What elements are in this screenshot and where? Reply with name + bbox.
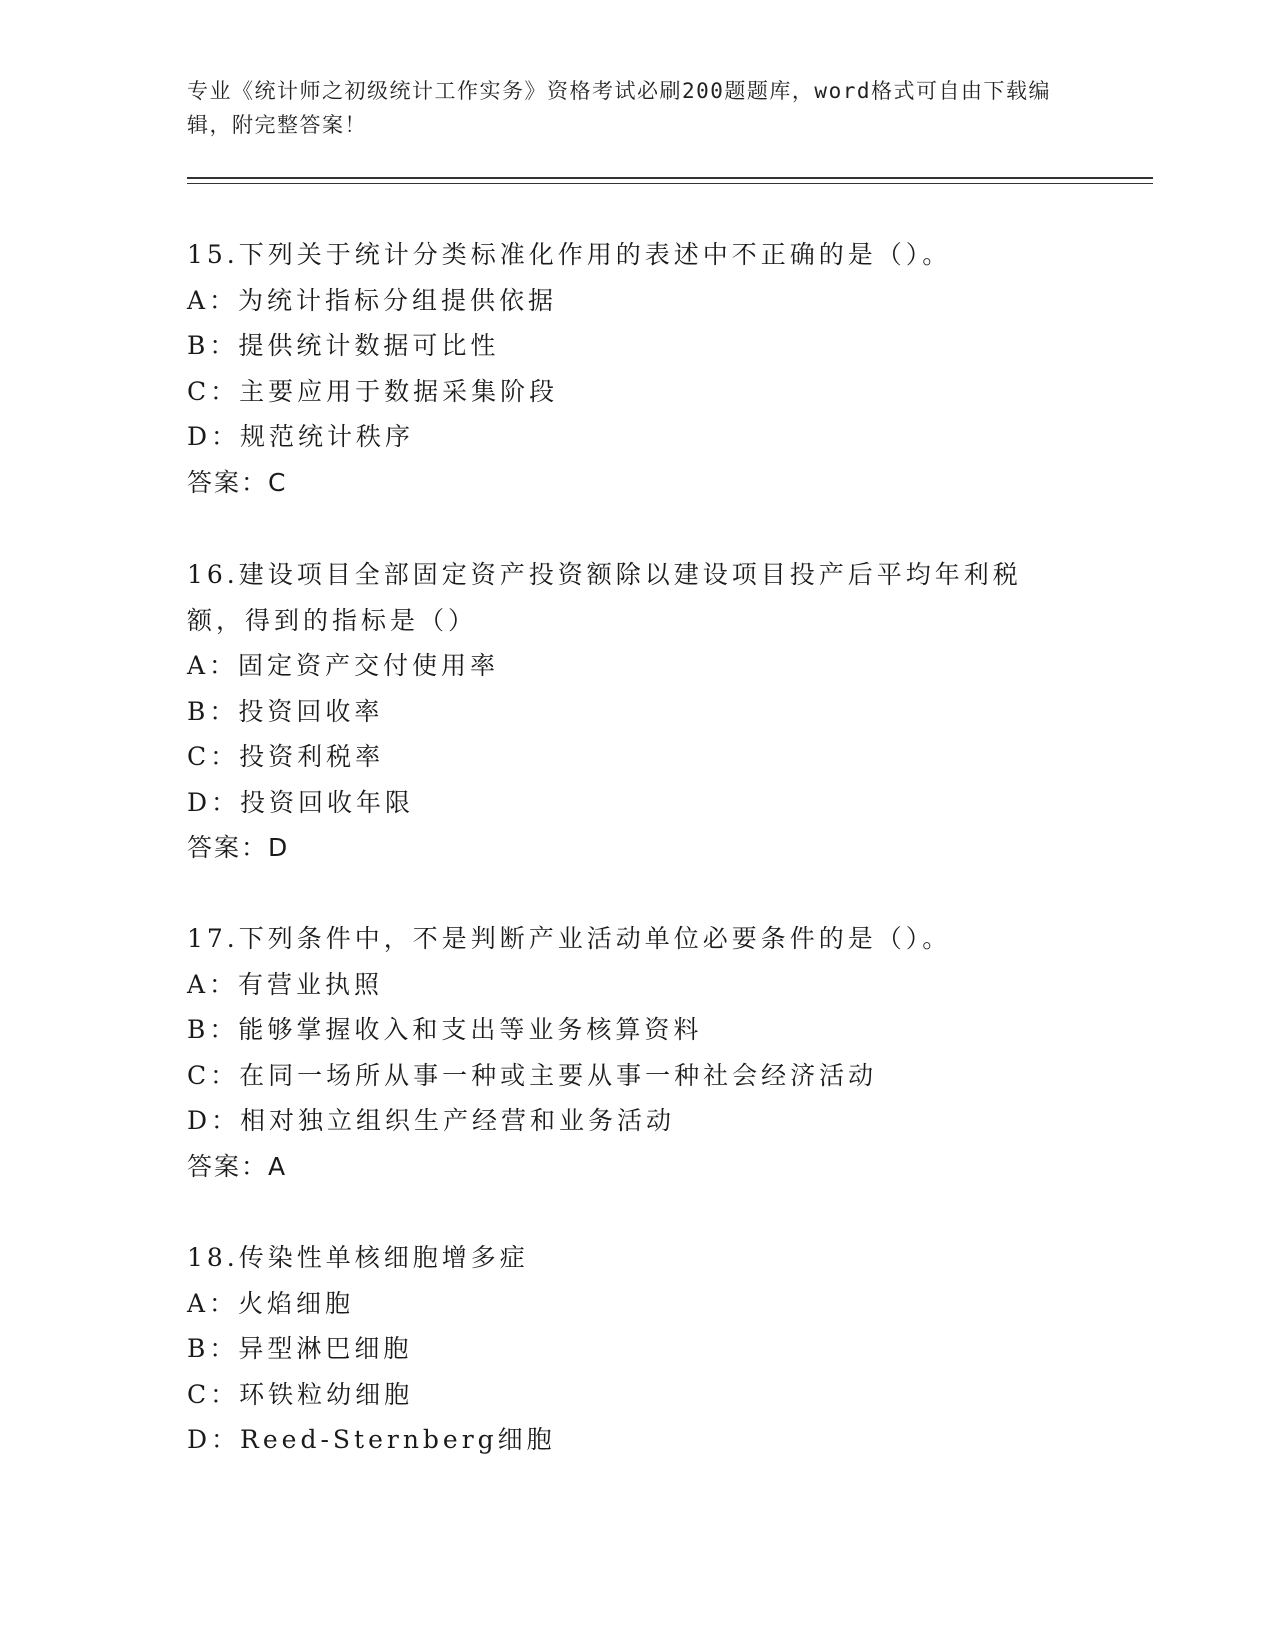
header-divider bbox=[187, 177, 1153, 179]
answer-line: 答案：A bbox=[187, 1151, 288, 1181]
question-stem: 15.下列关于统计分类标准化作用的表述中不正确的是（）。 bbox=[187, 240, 952, 269]
question-stem: 18.传染性单核细胞增多症 bbox=[187, 1243, 529, 1272]
document-header: 专业《统计师之初级统计工作实务》资格考试必刷200题题库，word格式可自由下载编辑，附完整答案！ bbox=[187, 79, 1051, 137]
answer-line: 答案：C bbox=[187, 467, 288, 497]
option-a: A：火焰细胞 bbox=[187, 1288, 355, 1318]
option-b: B：能够掌握收入和支出等业务核算资料 bbox=[187, 1015, 703, 1044]
option-d: D：规范统计秩序 bbox=[187, 422, 415, 451]
question-stem: 16.建设项目全部固定资产投资额除以建设项目投产后平均年利税额，得到的指标是（） bbox=[187, 560, 1022, 635]
option-b: B：异型淋巴细胞 bbox=[187, 1334, 413, 1363]
option-c: C：投资利税率 bbox=[187, 742, 385, 771]
option-c: C：在同一场所从事一种或主要从事一种社会经济活动 bbox=[187, 1060, 878, 1090]
question-17 bbox=[187, 916, 1087, 1189]
question-stem: 17.下列条件中，不是判断产业活动单位必要条件的是（）。 bbox=[187, 924, 952, 953]
option-a: A：固定资产交付使用率 bbox=[187, 651, 500, 680]
question-15 bbox=[187, 232, 1087, 505]
header-divider-thin bbox=[187, 183, 1153, 184]
option-c: C：环铁粒幼细胞 bbox=[187, 1379, 414, 1409]
option-d: D：投资回收年限 bbox=[187, 787, 415, 817]
option-b: B：提供统计数据可比性 bbox=[187, 331, 500, 360]
option-d: D：Reed-Sternberg细胞 bbox=[187, 1425, 556, 1454]
option-c: C：主要应用于数据采集阶段 bbox=[187, 376, 559, 406]
question-16 bbox=[187, 552, 1087, 871]
option-a: A：有营业执照 bbox=[187, 969, 384, 999]
option-d: D：相对独立组织生产经营和业务活动 bbox=[187, 1106, 676, 1135]
question-18 bbox=[187, 1235, 1087, 1463]
answer-line: 答案：D bbox=[187, 833, 290, 862]
option-a: A：为统计指标分组提供依据 bbox=[187, 285, 558, 315]
option-b: B：投资回收率 bbox=[187, 696, 384, 726]
